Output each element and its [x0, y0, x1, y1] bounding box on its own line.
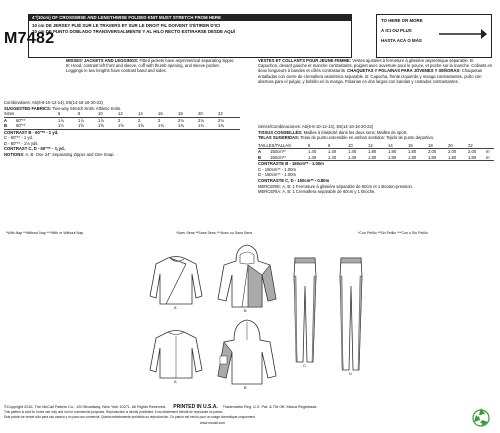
yardage-cell: 1¾: [158, 123, 164, 129]
fabrics-label: SUGGESTED FABRICS:: [4, 105, 52, 111]
metrage-cell: 2.00: [428, 149, 437, 155]
size-cell: 22: [218, 111, 223, 117]
merceria-line: MERCERÍA: A, B: 1 Cremallera separable de 60cm y 1 Broche.: [258, 189, 376, 195]
size-cell: 16: [408, 142, 413, 148]
telas-line: [258, 135, 494, 141]
size-cell: 22: [468, 142, 473, 148]
yardage-cell: 1⅞: [78, 117, 84, 123]
yardage-cell: 1⅝: [98, 123, 104, 129]
contraste-b-line: CONTRASTE B - 150cm** - 1.00m: [258, 161, 324, 167]
stretch-text-fr: 10 cm DE JERSEY PLIÉ SUR LE TRAVERS ET SUR LE DROIT FIL DOIVENT S'ÉTIRER D'ICI: [32, 23, 221, 28]
yardage-cell: 2: [138, 117, 141, 123]
metrage-cell: 1.80: [388, 149, 397, 155]
metrage-cell: 1.40: [308, 149, 317, 155]
metrage-cell: 1.80: [408, 149, 417, 155]
spanish-title: CHAQUETAS Y POLAINAS PARA JÓVENES Y SEÑORAS:: [347, 68, 461, 74]
size-cell: 10: [98, 111, 103, 117]
target-text-en: TO HERE OR MORE: [381, 18, 423, 23]
nap-legend-es: *Con Pelillo **Sin Pelillo ***Con o Sin Pelillo: [358, 231, 428, 235]
size-cell: 8: [78, 111, 81, 117]
metrage-cell: 1.40: [348, 149, 357, 155]
target-text-es: HASTA ACÁ O MÁS: [381, 38, 422, 43]
nap-legend-en: *With Nap **Without Nap ***With or Without Nap: [6, 231, 84, 235]
jacket-a-front-illustration: [146, 254, 206, 315]
metrage-cell: 1.80: [388, 154, 397, 160]
tissus-label: TISSUS CONSEILLÉS:: [258, 129, 303, 135]
yardage-cell: 1⅝: [78, 123, 84, 129]
row-width: 150cm**: [270, 149, 286, 155]
metrage-cell: 1.40: [328, 149, 337, 155]
english-desc: Fitted jackets have asymmetrical separating zipper. B: Hood, contrast left front and sleeve, cuff with thumb opening, and sleeve pocket. Leggings in two lengths have contrast band and sides.: [66, 58, 235, 74]
copyright-text: ©Copyright 2016, The McCall Pattern Co., 120 Broadway, New York 10271. All Rights Reserved.: [4, 405, 167, 409]
yardage-cell: 2⅛: [218, 117, 224, 123]
french-description: [258, 58, 494, 84]
notions-text: A, B: One 24" Separating Zipper and One Snap.: [25, 151, 115, 157]
size-cell: 16: [158, 111, 163, 117]
leggings-c-illustration: [290, 256, 320, 371]
figure-label: C: [303, 364, 306, 368]
english-yardage: [4, 100, 240, 158]
combinations-line: Combinations: A5(6-8-10-12-14), E5(14-16-18-20-22): [4, 100, 103, 105]
row-label: A: [258, 149, 262, 155]
uso-casero-line: Este patrón se vende sólo para uso casero y no para uso comercial. Queda estrictamente prohibida su reproducción. Ce patron est vendu pour un usage domestique uniquement.: [4, 415, 256, 419]
telas-label: TELAS SUGERIDAS:: [258, 135, 300, 141]
french-yardage: [258, 124, 494, 195]
size-cell: 6: [308, 142, 311, 148]
size-cell: 6: [58, 111, 61, 117]
leggings-d-illustration: [336, 256, 366, 379]
metrage-cell: 2.00: [468, 149, 477, 155]
metrage-cell: 1.40: [348, 154, 357, 160]
home-use-line: This pattern is sold for home use only and not for commercial purposes. Reproduction is strictly prohibited. Il est strictement interdit de reproduire ce patron.: [4, 410, 224, 414]
metrage-cell: 1.40: [308, 154, 317, 160]
row-width: 150cm**: [270, 154, 286, 160]
series-line: Séries/Combinaciones: A5(6-8-10-12-14), E5(14-16-18-20-22): [258, 124, 374, 129]
sizes-label: TAILLES/TALLAS: [258, 142, 291, 148]
notions-line: [4, 152, 240, 158]
contrast-cd-line: CONTRAST C, D - 60"** - ⅞ yd.: [4, 146, 65, 152]
size-cell: 8: [328, 142, 331, 148]
telas-text: Telas de punto extensible en ambos sentidos: Tejido de punto deportivo.: [300, 135, 435, 141]
metrage-cell: 1.80: [408, 154, 417, 160]
size-cell: 12: [368, 142, 373, 148]
metrage-cell: 1.80: [368, 154, 377, 160]
tissus-text: Mailles à élasticité dans les deux sens: Mailles de sport.: [303, 129, 408, 135]
tailles-header-row: [258, 143, 494, 149]
metrage-row-b: [258, 155, 494, 161]
sizes-header-row: [4, 111, 240, 117]
metrage-cell: 1.80: [448, 154, 457, 160]
right-arrow-icon: [437, 19, 487, 49]
contraste-cd-line: CONTRASTE C, D - 150cm** - 0.80m: [258, 177, 330, 183]
metrage-cell: 1.80: [428, 154, 437, 160]
fabrics-text: Two-way Stretch Knits: Athletic Knits.: [52, 105, 122, 111]
metrage-cell: 2.00: [448, 149, 457, 155]
jacket-b-back-illustration: [214, 318, 280, 395]
row-label: B: [4, 123, 8, 129]
printed-in-usa: PRINTED IN U.S.A.: [173, 404, 218, 410]
stretch-text-en: 4"(10cm) OF CROSSWISE AND LENGTHWISE FOLDED KNIT MUST STRETCH FROM HERE: [32, 14, 222, 20]
contrast-c-line: C - 60"** - 1 yd.: [4, 135, 33, 141]
size-cell: 14: [388, 142, 393, 148]
figure-label: A: [174, 380, 177, 384]
sizes-label: Sizes: [4, 111, 15, 117]
notions-label: NOTIONS:: [4, 151, 25, 157]
yardage-cell: 2⅛: [198, 117, 204, 123]
yardage-cell: 1¾: [198, 123, 204, 129]
unit-cell: m: [486, 154, 490, 160]
recycle-icon: [470, 406, 492, 433]
contraste-d-line: D - 150cm** - 1.00m: [258, 172, 296, 178]
yardage-cell: 1½: [58, 123, 64, 129]
row-width: 60"**: [16, 117, 26, 123]
stretch-gauge-box: [28, 14, 352, 58]
figure-label: B: [244, 386, 247, 390]
yardage-row-b: [4, 123, 240, 129]
website-text: www.mccall.com: [200, 421, 226, 425]
figure-label: A: [174, 306, 177, 310]
yardage-cell: 1⅝: [138, 123, 144, 129]
unit-cell: m: [486, 149, 490, 155]
french-desc: Vestes ajustées à fermeture à glissière asymétrique séparable. B: Capuchon, devant gauche et manche contrastants, poignet avec ouverture pour le pouce, et poche sur la manche. Collants en deux longueurs à bandes et côtés contrastants.: [258, 58, 493, 74]
size-cell: 12: [118, 111, 123, 117]
french-title: VESTES ET COLLANTS POUR JEUNE FEMME:: [258, 58, 352, 63]
yardage-cell: 1⅞: [98, 117, 104, 123]
trademark-text: Trademarks Reg. U.S. Pat. & TM Off. Marca Registrada: [222, 405, 317, 409]
size-cell: 10: [348, 142, 353, 148]
row-label: B: [258, 154, 262, 160]
contrast-d-line: D - 60"** - 1⅛ yds.: [4, 140, 39, 146]
english-description: [66, 58, 236, 74]
size-cell: 20: [198, 111, 203, 117]
mercerie-line: MERCERIE: A, B: 1 Fermeture à glissière séparable de 60cm et 1 Bouton-pression.: [258, 183, 414, 189]
jacket-b-front-illustration: [214, 243, 280, 318]
yardage-cell: 2⅛: [178, 117, 184, 123]
english-title: MISSES' JACKETS AND LEGGINGS:: [66, 58, 139, 63]
figure-label: B: [244, 309, 247, 313]
metrage-cell: 1.80: [368, 149, 377, 155]
jacket-a-back-illustration: [146, 328, 206, 389]
pattern-number: M7482: [4, 30, 55, 47]
nap-legend-fr: *Avec Sens **Sans Sens ***Avec ou Sans Sens: [176, 231, 253, 235]
size-cell: 14: [138, 111, 143, 117]
metrage-cell: 1.80: [468, 154, 477, 160]
target-text-fr: À ICI OU PLUS: [381, 28, 412, 33]
yardage-cell: 2: [158, 117, 161, 123]
yardage-cell: 2: [118, 117, 121, 123]
row-width: 60"**: [16, 123, 26, 129]
metrage-cell: 1.40: [328, 154, 337, 160]
size-cell: 18: [428, 142, 433, 148]
stretch-text-es: 10 cm DE PUNTO DOBLADO TRANSVERSALMENTE Y AL HILO RECTO ESTIRARSE DESDE AQUÍ: [32, 29, 235, 34]
spanish-desc: Chaquetas entalladas con cierre de cremallera asimétrica separable. B: Capucha, frente izquierdo y manga contrastantes, puño con abertura para el pulgar, y bolsillo en la manga. Polainas en dos largos con bandas y costados contrastantes.: [258, 68, 483, 84]
size-cell: 18: [178, 111, 183, 117]
size-cell: 20: [448, 142, 453, 148]
contrast-b-line: CONTRAST B - 60"** - 1 yd.: [4, 129, 59, 135]
yardage-cell: 1⅝: [118, 123, 124, 129]
yardage-cell: 1¾: [178, 123, 184, 129]
contraste-c-line: C - 150cm** - 1.00m: [258, 166, 296, 172]
yardage-cell: 1¾: [218, 123, 224, 129]
figure-label: D: [349, 372, 352, 376]
yardage-cell: 1⅞: [58, 117, 64, 123]
row-label: A: [4, 117, 8, 123]
stretch-target-box: [376, 14, 492, 58]
